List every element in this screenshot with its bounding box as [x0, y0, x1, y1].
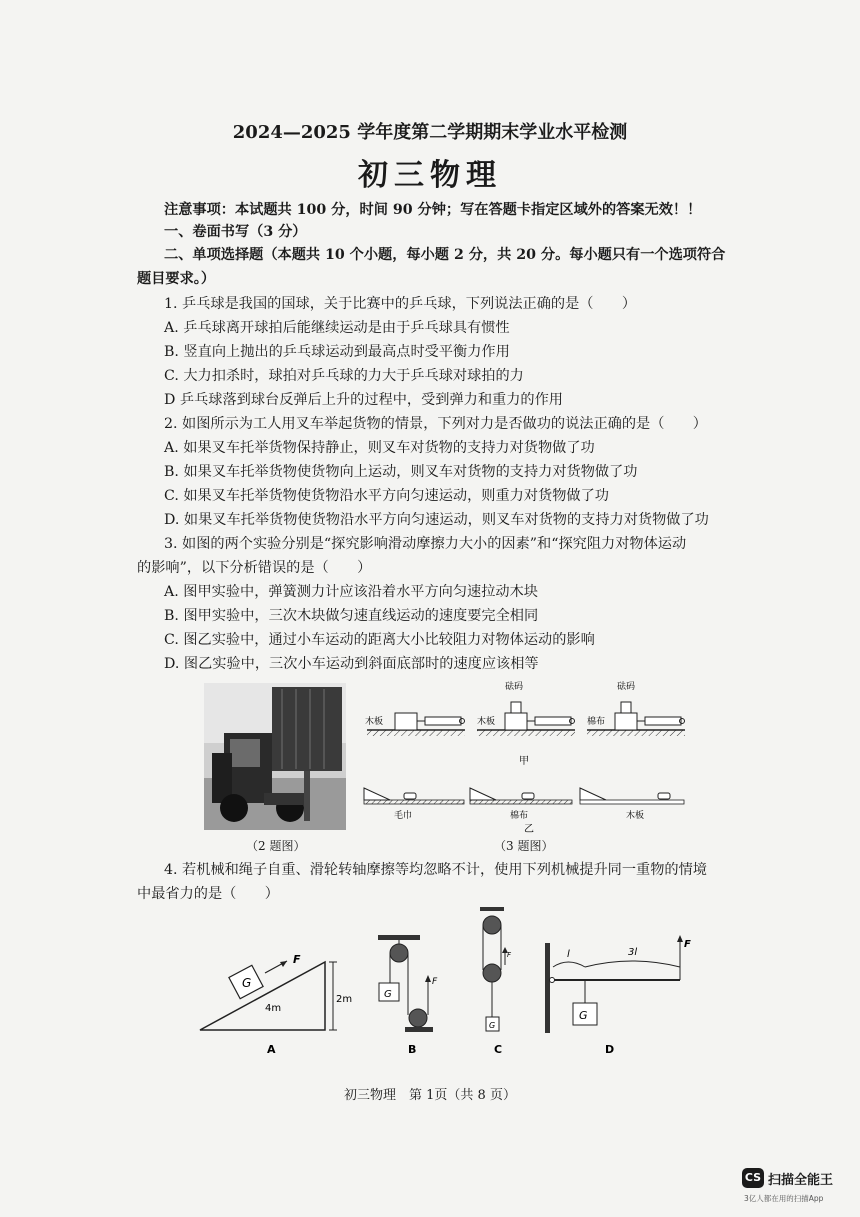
option-a-incline: [200, 953, 352, 1056]
section-1: 一、卷面书写（3 分）: [164, 224, 307, 240]
q1-option-b: B. 竖直向上抛出的乒乓球运动到最高点时受平衡力作用: [164, 344, 510, 360]
lever-arm-3l: 3l: [628, 947, 638, 958]
label-yi: 乙: [524, 824, 534, 835]
q1-option-a: A. 乒乓球离开球拍后能继续运动是由于乒乓球具有惯性: [164, 320, 510, 336]
exam-title: 2024—2025 学年度第二学期期末学业水平检测: [232, 122, 628, 143]
q2-option-d: D. 如果叉车托举货物使货物沿水平方向匀速运动，则叉车对货物的支持力对货物做了功: [164, 512, 709, 528]
board-label-1: 木板: [365, 717, 384, 727]
weight-label-1: 砝码: [505, 682, 524, 692]
force-f-c: F: [507, 951, 512, 959]
simple-machines-diagram: [195, 905, 695, 1060]
incline-height: 2m: [336, 994, 353, 1005]
q2-option-b: B. 如果叉车托举货物使货物向上运动，则叉车对货物的支持力对货物做了功: [164, 464, 638, 480]
notice: 注意事项：本试题共 100 分，时间 90 分钟；写在答题卡指定区域外的答案无效！！: [164, 202, 702, 218]
lever-arm-l: l: [567, 949, 570, 960]
cs-logo-icon: CS: [742, 1168, 764, 1188]
weight-g-c: G: [489, 1021, 496, 1030]
forklift-photo: [204, 683, 346, 830]
weight-label-2: 砝码: [617, 682, 636, 692]
option-b-pulley: [378, 935, 438, 1056]
q2-stem: 2. 如图所示为工人用叉车举起货物的情景，下列对力是否做功的说法正确的是（ ）: [164, 416, 707, 432]
page-footer: 初三物理 第 1页（共 8 页）: [344, 1088, 516, 1103]
weight-g-a: G: [242, 976, 252, 990]
q3-option-a: A. 图甲实验中，弹簧测力计应该沿着水平方向匀速拉动木块: [164, 584, 538, 600]
cotton-label-1: 棉布: [587, 717, 606, 727]
q2-option-c: C. 如果叉车托举货物使货物沿水平方向匀速运动，则重力对货物做了功: [164, 488, 609, 504]
force-f-a: F: [293, 953, 301, 966]
towel-label: 毛巾: [394, 811, 413, 821]
force-f-b: F: [432, 977, 438, 987]
q2-option-a: A. 如果叉车托举货物保持静止，则叉车对货物的支持力对货物做了功: [164, 440, 595, 456]
q4-stem-line1: 4. 若机械和绳子自重、滑轮转轴摩擦等均忽略不计，使用下列机械提升同一重物的情境: [164, 862, 707, 878]
app-tagline: 3亿人都在用的扫描App: [744, 1194, 824, 1203]
q3-option-c: C. 图乙实验中，通过小车运动的距离大小比较阻力对物体运动的影响: [164, 632, 595, 648]
board-label-3: 木板: [626, 811, 645, 821]
option-d-lever: [545, 935, 691, 1056]
q3-option-b: B. 图甲实验中，三次木块做匀速直线运动的速度要完全相同: [164, 608, 539, 624]
label-d: D: [605, 1043, 615, 1056]
cotton-label-2: 棉布: [510, 811, 529, 821]
weight-g-d: G: [579, 1009, 588, 1022]
label-c: C: [494, 1043, 503, 1056]
option-c-pulley-block: [480, 907, 512, 1056]
incline-length: 4m: [265, 1003, 282, 1014]
q4-stem-line2: 中最省力的是（ ）: [137, 886, 279, 902]
label-jia: 甲: [519, 756, 529, 767]
weight-g-b: G: [384, 989, 392, 1000]
section-2-line1: 二、单项选择题（本题共 10 个小题，每小题 2 分，共 20 分。每小题只有一个选项符合: [164, 247, 726, 263]
fig2-caption: （2 题图）: [246, 839, 306, 853]
label-a: A: [267, 1043, 276, 1056]
board-label-2: 木板: [477, 717, 496, 727]
label-b: B: [408, 1043, 417, 1056]
force-f-d: F: [684, 939, 691, 950]
q3-option-d: D. 图乙实验中，三次小车运动到斜面底部时的速度应该相等: [164, 656, 539, 672]
scanner-app-logo: [742, 1168, 846, 1210]
subject-title: 初三物理: [358, 158, 502, 193]
fig3-caption: （3 题图）: [494, 839, 554, 853]
q3-stem-line2: 的影响”，以下分析错误的是（ ）: [137, 560, 372, 576]
app-name: 扫描全能王: [768, 1173, 834, 1188]
q3-stem-line1: 3. 如图的两个实验分别是“探究影响滑动摩擦力大小的因素”和“探究阻力对物体运动: [164, 536, 687, 552]
q1-option-c: C. 大力扣杀时，球拍对乒乓球的力大于乒乓球对球拍的力: [164, 368, 524, 384]
q1-stem: 1. 乒乓球是我国的国球，关于比赛中的乒乓球，下列说法正确的是（ ）: [164, 296, 637, 312]
section-2-line2: 题目要求。）: [137, 271, 216, 287]
q1-option-d: D 乒乓球落到球台反弹后上升的过程中，受到弹力和重力的作用: [164, 392, 563, 408]
motion-experiment-diagram: [360, 770, 690, 842]
